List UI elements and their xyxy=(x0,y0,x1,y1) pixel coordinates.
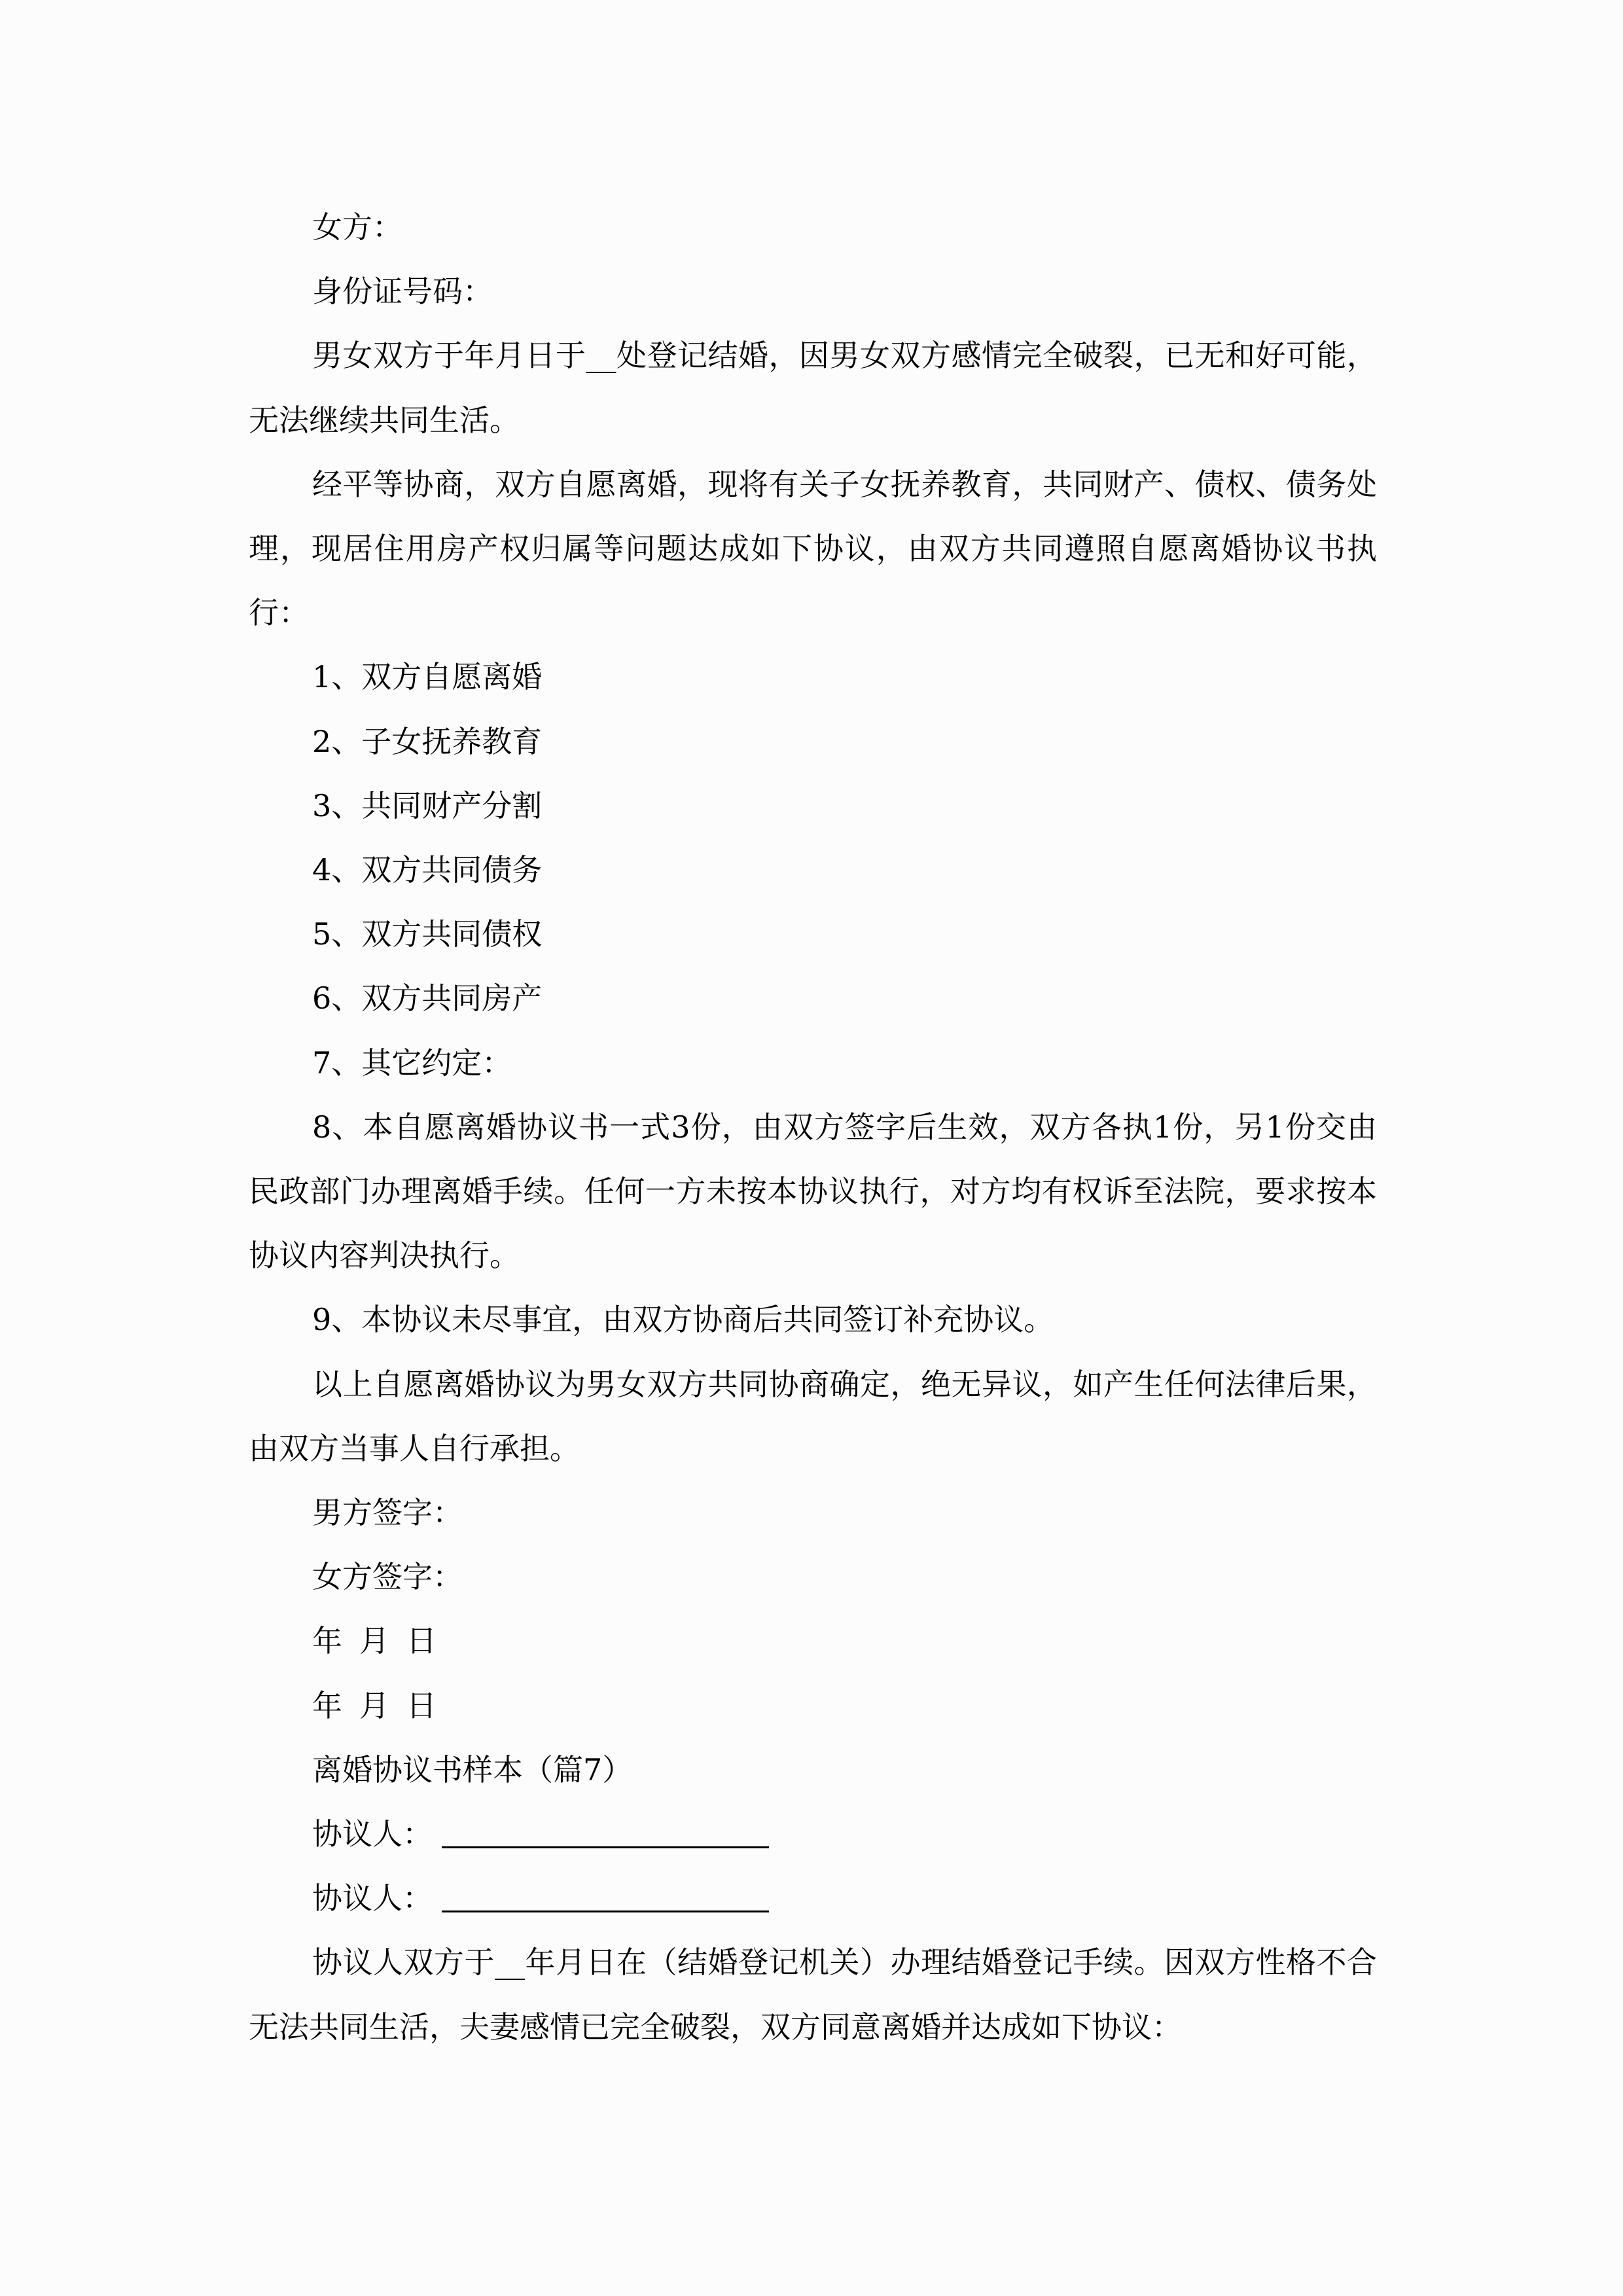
id-number-label: 身份证号码： xyxy=(312,274,493,310)
female-party-label: 女方： xyxy=(312,209,402,245)
document-page xyxy=(249,195,1377,2059)
male-signature-label: 男方签字： xyxy=(312,1495,463,1531)
date-month-label: 月 xyxy=(359,1623,389,1659)
closing-paragraph: 以上自愿离婚协议为男女双方共同协商确定，绝无异议，如产生任何法律后果，由双方当事人自行承担。 xyxy=(249,1366,1377,1466)
date-month-label: 月 xyxy=(359,1687,389,1723)
date-line-1 xyxy=(249,1609,1377,1673)
clause-3: 3、共同财产分割 xyxy=(312,787,543,823)
clause-9: 9、本协议未尽事宜，由双方协商后共同签订补充协议。 xyxy=(312,1302,1054,1338)
clause-1: 1、双方自愿离婚 xyxy=(312,659,543,695)
marriage-paragraph: 男女双方于年月日于__处登记结婚，因男女双方感情完全破裂，已无和好可能，无法继续共同生活。 xyxy=(249,338,1377,438)
party-blank-field[interactable] xyxy=(442,1910,769,1912)
agreement-intro-paragraph: 经平等协商，双方自愿离婚，现将有关子女抚养教育，共同财产、债权、债务处理，现居住用房产权归属等问题达成如下协议，由双方共同遵照自愿离婚协议书执行： xyxy=(249,466,1377,631)
party-blank-field[interactable] xyxy=(442,1846,769,1848)
party-row-1 xyxy=(249,1802,1377,1866)
clause-4: 4、双方共同债务 xyxy=(312,852,543,888)
clause-7: 7、其它约定： xyxy=(312,1045,512,1081)
clause-2: 2、子女抚养教育 xyxy=(312,723,543,759)
section-title: 离婚协议书样本（篇7） xyxy=(312,1751,633,1787)
section-intro-paragraph: 协议人双方于__年月日在（结婚登记机关）办理结婚登记手续。因双方性格不合无法共同生活，夫妻感情已完全破裂，双方同意离婚并达成如下协议： xyxy=(249,1945,1377,2045)
party-row-2 xyxy=(249,1866,1377,1930)
date-year-label: 年 xyxy=(312,1687,342,1723)
date-day-label: 日 xyxy=(406,1623,437,1659)
date-line-2 xyxy=(249,1674,1377,1738)
date-day-label: 日 xyxy=(406,1687,437,1723)
party-label: 协议人： xyxy=(312,1816,433,1852)
party-label: 协议人： xyxy=(312,1880,433,1916)
clause-5: 5、双方共同债权 xyxy=(312,916,543,952)
date-year-label: 年 xyxy=(312,1623,342,1659)
clause-8: 8、本自愿离婚协议书一式3份，由双方签字后生效，双方各执1份，另1份交由民政部门办理离婚手续。任何一方未按本协议执行，对方均有权诉至法院，要求按本协议内容判决执行。 xyxy=(249,1109,1377,1274)
clause-6: 6、双方共同房产 xyxy=(312,980,543,1016)
female-signature-label: 女方签字： xyxy=(312,1559,463,1595)
